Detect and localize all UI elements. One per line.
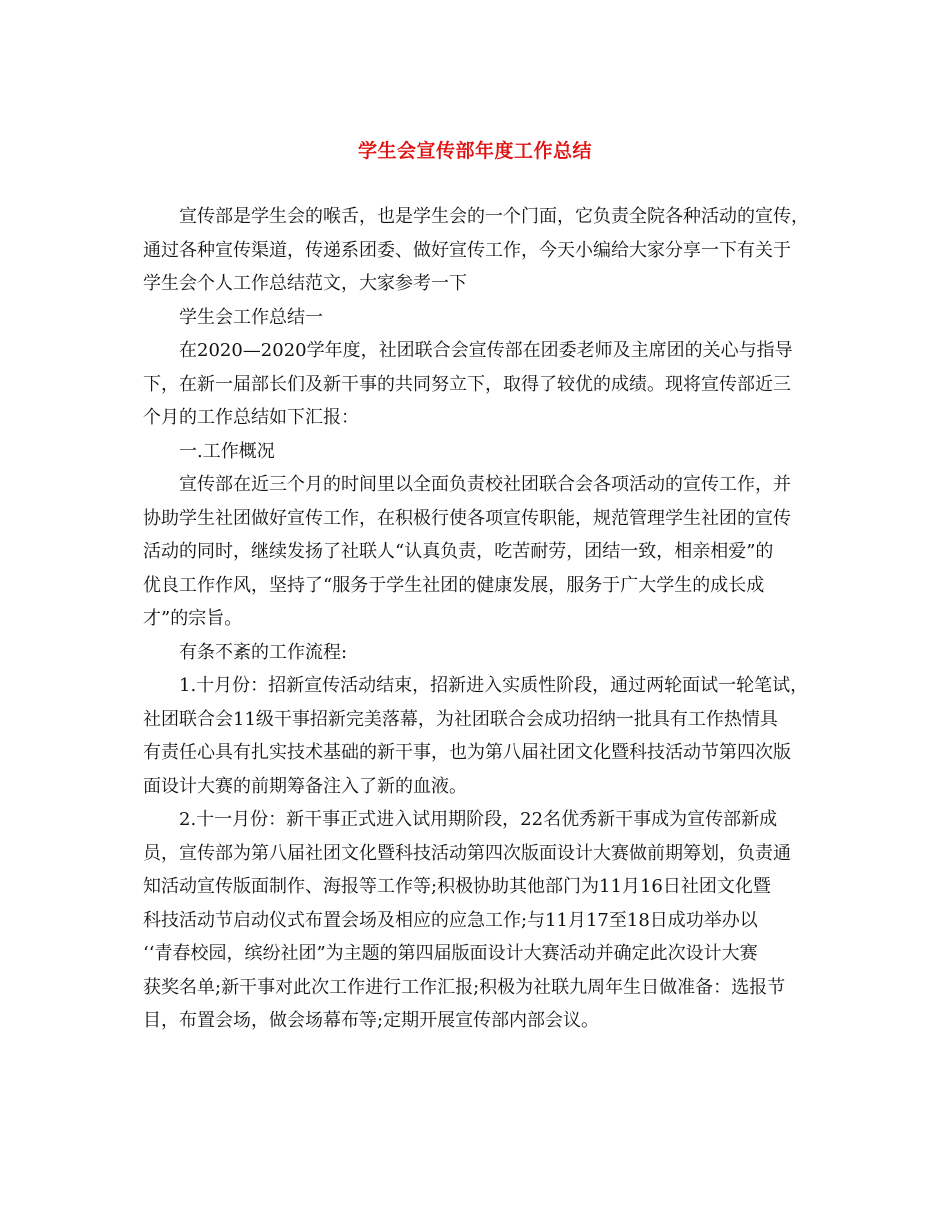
- document-title: 学生会宣传部年度工作总结: [357, 140, 592, 162]
- text-line: 1.十月份：招新宣传活动结束，招新进入实质性阶段，通过两轮面试一轮笔试，: [179, 675, 809, 696]
- text-line: 协助学生社团做好宣传工作，在积极行使各项宣传职能，规范管理学生社团的宣传: [143, 507, 791, 529]
- text-line: 个月的工作总结如下汇报：: [143, 407, 359, 428]
- text-line: 社团联合会11级干事招新完美落幕，为社团联合会成功招纳一批具有工作热情具: [143, 708, 778, 730]
- text-line: 有条不紊的工作流程:: [179, 641, 348, 663]
- text-line: 有责任心具有扎实技术基础的新干事，也为第八届社团文化暨科技活动节第四次版: [143, 742, 791, 763]
- document-body: [143, 200, 835, 1038]
- text-line: 下，在新一届部长们及新干事的共同努立下，取得了较优的成绩。现将宣传部近三: [143, 373, 791, 395]
- text-line: 优良工作作风，坚持了“服务于学生社团的健康发展，服务于广大学生的成长成: [143, 574, 765, 596]
- text-line: 学生会工作总结一: [179, 306, 323, 328]
- text-line: 才”的宗旨。: [143, 608, 243, 629]
- text-line: 学生会个人工作总结范文，大家参考一下: [143, 273, 467, 294]
- text-line: 一.工作概况: [179, 440, 275, 462]
- text-line: 科技活动节启动仪式布置会场及相应的应急工作;与11月17至18日成功举办以: [143, 909, 758, 931]
- text-line: ‘‘青春校园，缤纷社团”为主题的第四届版面设计大赛活动并确定此次设计大赛: [143, 943, 758, 964]
- text-line: 宣传部是学生会的喉舌，也是学生会的一个门面，它负责全院各种活动的宣传，: [179, 206, 809, 227]
- text-line: 员，宣传部为第八届社团文化暨科技活动第四次版面设计大赛做前期筹划，负责通: [143, 842, 791, 864]
- text-line: 知活动宣传版面制作、海报等工作等;积极协助其他部门为11月16日社团文化暨: [143, 876, 771, 897]
- text-line: 2.十一月份：新干事正式进入试用期阶段，22名优秀新干事成为宣传部新成: [179, 809, 778, 830]
- text-line: 在2020—2020学年度，社团联合会宣传部在团委老师及主席团的关心与指导: [179, 340, 793, 361]
- text-line: 宣传部在近三个月的时间里以全面负责校社团联合会各项活动的宣传工作，并: [179, 474, 791, 495]
- text-line: 目，布置会场，做会场幕布等;定期开展宣传部内部会议。: [143, 1010, 600, 1031]
- text-line: 活动的同时，继续发扬了社联人“认真负责，吃苦耐劳，团结一致，相亲相爱”的: [143, 541, 774, 562]
- text-line: 通过各种宣传渠道，传递系团委、做好宣传工作，今天小编给大家分享一下有关于: [143, 239, 791, 261]
- text-line: 面设计大赛的前期筹备注入了新的血液。: [143, 775, 467, 797]
- text-line: 获奖名单;新干事对此次工作进行工作汇报;积极为社联九周年生日做准备：选报节: [143, 976, 786, 998]
